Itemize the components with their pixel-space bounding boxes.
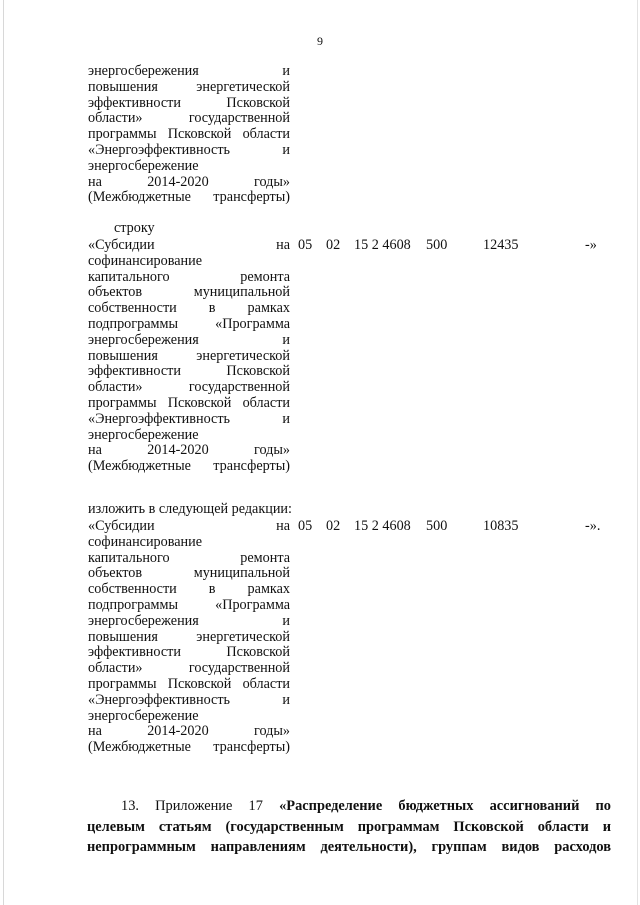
- description-line: на 2014-2020 годы»: [88, 723, 290, 740]
- description-line: области» государственной: [88, 660, 290, 677]
- description-line: софинансирование: [88, 533, 203, 550]
- budget-codes-row-original: [0, 238, 640, 254]
- description-line: «Субсидии на: [88, 518, 290, 534]
- description-line: капитального ремонта: [88, 549, 290, 566]
- description-line: «Субсидии на: [88, 237, 290, 253]
- description-line: «Энергоэффективность и: [88, 691, 290, 708]
- description-line: (Межбюджетные трансферты): [88, 189, 290, 206]
- closing-mark: -».: [585, 518, 601, 534]
- instruction-line-new-edition: изложить в следующей редакции:: [88, 501, 292, 517]
- description-line: энергосбережение: [88, 157, 199, 174]
- description-line: софинансирование: [88, 252, 203, 269]
- description-line: программы Псковской области: [88, 126, 290, 143]
- description-line: собственности в рамках: [88, 581, 290, 598]
- description-line: (Межбюджетные трансферты): [88, 458, 290, 475]
- scan-edge-left: [3, 0, 4, 905]
- description-line: «Энергоэффективность и: [88, 141, 290, 158]
- description-line: на 2014-2020 годы»: [88, 442, 290, 459]
- description-line: «Энергоэффективность и: [88, 410, 290, 427]
- description-line: энергосбережение: [88, 707, 199, 724]
- paragraph-13-line-3: [87, 837, 611, 858]
- description-line: подпрограммы «Программа: [88, 315, 290, 332]
- code-target-article: 15 2 4608: [354, 518, 411, 534]
- description-line: эффективности Псковской: [88, 644, 290, 661]
- paragraph-13-line-1: [87, 796, 611, 817]
- description-line: повышения энергетической: [88, 78, 290, 95]
- code-section: 05: [298, 518, 313, 534]
- description-line: эффективности Псковской: [88, 363, 290, 380]
- code-subsection: 02: [326, 237, 341, 253]
- code-expense-type: 500: [426, 237, 448, 253]
- description-line: (Межбюджетные трансферты): [88, 739, 290, 756]
- description-line: энергосбережения и: [88, 612, 290, 629]
- paragraph-13-title-start: «Распределение бюджетных ассигнований по: [279, 798, 612, 814]
- description-line: энергосбережения и: [88, 331, 290, 348]
- code-expense-type: 500: [426, 518, 448, 534]
- amount-value: 10835: [483, 518, 519, 534]
- description-line: энергосбережение: [88, 426, 199, 443]
- code-target-article: 15 2 4608: [354, 237, 411, 253]
- amount-value: 12435: [483, 237, 519, 253]
- paragraph-13-title-middle: целевым статьям (государственным программам Псковской области и: [87, 818, 611, 835]
- page-number: 9: [317, 34, 323, 48]
- paragraph-13-line-2: [87, 817, 611, 838]
- paragraph-13-title-end: непрограммным направлениям деятельности), группам видов расходов: [87, 839, 611, 855]
- closing-mark: -»: [585, 237, 597, 253]
- code-subsection: 02: [326, 518, 341, 534]
- instruction-line-string: строку: [114, 220, 155, 236]
- description-line: эффективности Псковской: [88, 94, 290, 111]
- paragraph-13-prefix: 13. Приложение 17: [121, 798, 263, 814]
- line-description-original: [88, 238, 290, 475]
- description-line: повышения энергетической: [88, 628, 290, 645]
- paragraph-13: [87, 796, 611, 858]
- description-line: объектов муниципальной: [88, 565, 290, 582]
- description-line: объектов муниципальной: [88, 284, 290, 301]
- description-line: капитального ремонта: [88, 268, 290, 285]
- description-line: подпрограммы «Программа: [88, 596, 290, 613]
- description-line: повышения энергетической: [88, 347, 290, 364]
- line-description-new: [88, 519, 290, 756]
- description-line: области» государственной: [88, 379, 290, 396]
- description-line: энергосбережения и: [88, 63, 290, 79]
- description-line: области» государственной: [88, 110, 290, 127]
- code-section: 05: [298, 237, 313, 253]
- description-line: собственности в рамках: [88, 300, 290, 317]
- description-line: программы Псковской области: [88, 394, 290, 411]
- description-line: программы Псковской области: [88, 675, 290, 692]
- budget-codes-row-new: [0, 519, 640, 535]
- scan-edge-right: [637, 0, 638, 905]
- description-line: на 2014-2020 годы»: [88, 173, 290, 190]
- line-description-continued: [88, 64, 290, 206]
